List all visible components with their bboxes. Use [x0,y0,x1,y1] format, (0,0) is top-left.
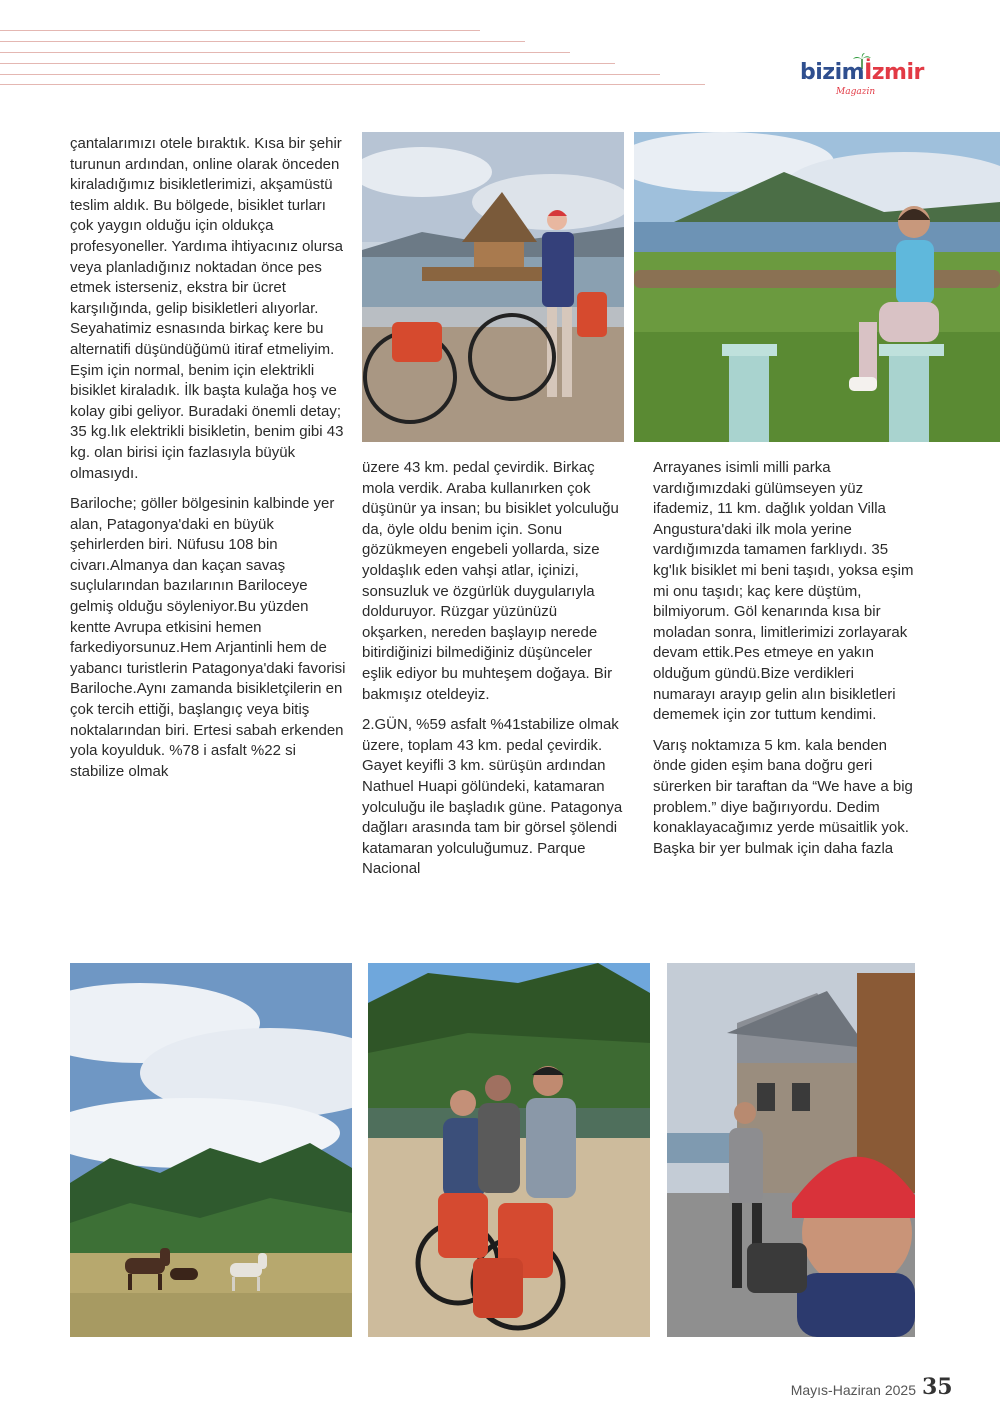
paragraph: 2.GÜN, %59 asfalt %41stabilize olmak üzere, toplam 43 km. pedal çevirdik. Gayet keyifli 3 km. sürüşün ardından Nathuel Huapi gölündeki, katamaran yolculuğu ile başladık güne. Patagonya dağları arasında tam bir görsel şölendi katamaran yolculuğumuz. Parque Nacional [362,716,623,878]
text-column-2 [362,458,624,890]
magazine-logo [800,60,925,100]
header-rule-6 [0,84,705,85]
header-rule-5 [0,74,660,75]
photo-woman-bench-lake [634,132,1000,442]
photo-selfie-stone-building [667,963,915,1337]
text-column-3 [653,458,915,869]
header-rule-3 [0,52,570,53]
paragraph: çantalarımızı otele bıraktık. Kısa bir şehir turunun ardından, online olarak önceden kiraladığımız bisikletlerimizi, akşamüstü teslim aldık. Bu bölgede, bisiklet turları çok yaygın olduğu için oldukça profesyoneller. Yardıma ihtiyacınız olursa veya planladığınız noktadan önce pes etmek isterseniz, ekstra bir ücret karşılığında, gelip bisikletleri alıyorlar. Seyahatimiz esnasında birkaç kere bu alternatifi düşündüğümü itiraf etmeliyim. Eşim için normal, benim için elektrikli bisiklet kiraladık. İlk başta kulağa hoş ve kolay gibi geliyor. Buradaki önemli detay; 35 kg.lık elektrikli bisikletin, benim gibi 43 kg. olan birisi için fazlasıyla büyük olmasıydı. [70,135,344,482]
issue-date: Mayıs-Haziran 2025 [790,1382,916,1398]
logo-accent: İzmir [864,60,924,85]
header-rule-2 [0,41,525,42]
header-rule-1 [0,30,480,31]
paragraph: Arrayanes isimli milli parka vardığımızdaki gülümseyen yüz ifademiz, 11 km. dağlık yoldan Villa Angustura'daki ilk mola yerine vardığımızda tamamen farklıydı. 35 kg'lık bisiklet mi beni taşıdı, yoksa eşim mi onu taşıdı; kaç kere düştüm, bilmiyorum. Göl kenarında kısa bir moladan sonra, limitlerimizi zorlayarak devam ettik.Pes etmeye en yakın olduğum gündü.Bize verdikleri numarayı arayıp gelin alın bisikletleri dememek için zor tuttum kendimi. [653,459,914,724]
photo-horses-meadow [70,963,352,1337]
paragraph: Varış noktamıza 5 km. kala benden önde giden eşim bana doğru geri sürerken bir taraftan da “We have a big problem.” diye bağırıyordu. Dedim konaklayacağımız yerde müsaitlik yok. Başka bir yer bulmak için daha fazla [653,736,913,857]
logo-tagline: Magazin [836,87,876,97]
logo-wordmark [800,60,924,85]
paragraph: Bariloche; göller bölgesinin kalbinde yer alan, Patagonya'daki en büyük şehirlerden biri. Nüfusu 108 bin civarı.Almanya dan kaçan savaş suçlularından bazılarının Bariloceye gelmiş olduğu söyleniyor.Bu yüzden kentte Avrupa etkisini hemen farkediyorsunuz.Hem Arjantinli hem de yabancı turistlerin Patagonya'daki favorisi Bariloche.Aynı zamanda bisikletçilerin en çok tercih ettiği, başlangıç veya bitiş noktalarından biri. Ertesi sabah erkenden yola koyulduk. %78 i asfalt %22 si stabilize olmak [70,495,346,780]
page-number: 35 [922,1374,953,1400]
paragraph: üzere 43 km. pedal çevirdik. Birkaç mola verdik. Araba kullanırken çok düşünür ya insan; bu bisiklet yolculuğu da, öyle oldu benim için. Sonu gözükmeyen engebeli yollarda, size yoldaşlık eden vahşi atlar, içinizi, sonsuzluk ve özgürlük duygularıyla dolduruyor. Rüzgar yüzünüzü okşarken, nereden başlayıp nerede bitirdiğinizi bilmediğiniz düşünceler eşlik ediyor bu muhteşem doğaya. Bir bakmışız oteldeyiz. [362,459,619,703]
photo-cyclist-lakeside-pavilion [362,132,624,442]
text-column-1 [70,134,350,792]
header-rule-4 [0,63,615,64]
logo-main: bizim [800,60,865,85]
photo-group-with-bicycles [368,963,650,1337]
